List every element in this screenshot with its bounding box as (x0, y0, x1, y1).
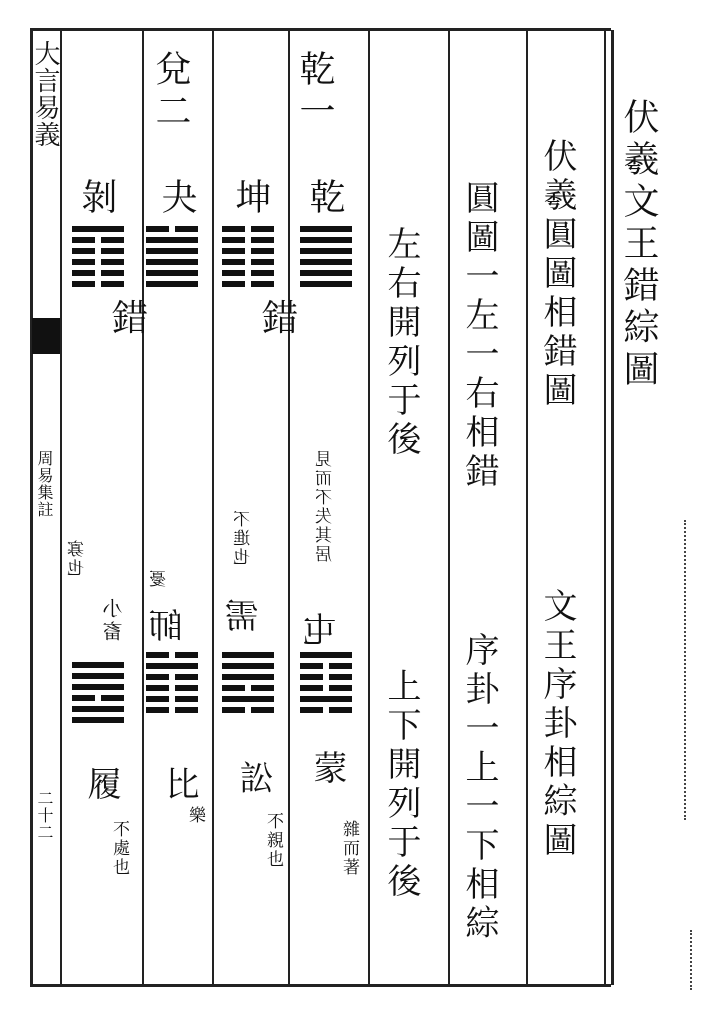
yin-line (72, 281, 124, 287)
yang-line (300, 696, 352, 702)
yin-line (300, 685, 352, 691)
yang-line (300, 270, 352, 276)
yin-line (300, 674, 352, 680)
cuo-label-2: 錯 (112, 298, 149, 339)
note-lv: 不處也 (109, 820, 129, 877)
divider-2 (142, 30, 144, 985)
yang-line (146, 259, 198, 265)
hexagram-guai (146, 226, 198, 292)
yin-line (222, 685, 274, 691)
hexagram-bi (146, 652, 198, 718)
note-meng: 雜而著 (339, 820, 359, 877)
margin-black-block (32, 318, 60, 354)
hexagram-name-kun: 坤 (230, 178, 271, 220)
hexagram-name-guai: 夬 (156, 178, 197, 220)
yang-line (72, 673, 124, 679)
hexagram-name-lv: 履 (81, 766, 121, 805)
divider-4 (288, 30, 290, 985)
hexagram-name-song: 訟 (233, 760, 273, 799)
yin-line (222, 237, 274, 243)
header-dui-er: 兌二 (150, 50, 191, 134)
mirror-name-xiaoxu: 小畜 (102, 598, 126, 644)
hexagram-name-qian: 乾 (304, 178, 345, 220)
binding-trace (684, 520, 686, 820)
yang-line (72, 226, 124, 232)
yin-line (146, 696, 198, 702)
yang-line (146, 281, 198, 287)
yin-line (146, 226, 198, 232)
page-title: 伏羲文王錯綜圖 (618, 98, 659, 392)
cuo-label-1: 錯 (262, 298, 299, 339)
fuxi-note-1: 圓圖一左一右相錯 (459, 180, 499, 492)
yin-line (300, 707, 352, 713)
yin-line (222, 259, 274, 265)
hexagram-kun (222, 226, 274, 292)
yang-line (300, 259, 352, 265)
header-qian-yi: 乾一 (294, 50, 335, 134)
page-number: 二十二 (35, 790, 54, 841)
yang-line (300, 248, 352, 254)
fuxi-note-2: 左右開列于後 (381, 226, 421, 460)
top-border (30, 28, 611, 31)
yin-line (300, 663, 352, 669)
mirror-note-xiaoxu: 寡也 (68, 540, 88, 578)
wenwang-subtitle: 文王序卦相綜圖 (537, 588, 577, 861)
hexagram-qian (300, 226, 352, 292)
yang-line (222, 652, 274, 658)
yin-line (222, 270, 274, 276)
hexagram-name-bi: 比 (159, 766, 199, 805)
note-bi: 樂 (185, 806, 205, 825)
divider-6 (448, 30, 450, 985)
divider-7 (526, 30, 528, 985)
note-song: 不親也 (263, 812, 283, 869)
yang-line (72, 717, 124, 723)
divider-3 (212, 30, 214, 985)
book-title: 周易集註 (35, 450, 54, 518)
yang-line (222, 696, 274, 702)
yang-line (300, 237, 352, 243)
yin-line (146, 685, 198, 691)
yin-line (146, 652, 198, 658)
bottom-border (30, 984, 611, 987)
yin-line (146, 674, 198, 680)
yang-line (300, 226, 352, 232)
mirror-note-tun: 見而不失其居 (316, 450, 336, 564)
yang-line (72, 684, 124, 690)
hexagram-meng (300, 652, 352, 718)
yang-line (72, 706, 124, 712)
wenwang-note-1: 序卦一上一下相綜 (459, 632, 499, 944)
yang-line (222, 663, 274, 669)
yin-line (72, 270, 124, 276)
divider-5 (368, 30, 370, 985)
yin-line (72, 695, 124, 701)
yin-line (72, 259, 124, 265)
mirror-name-xu: 需 (225, 598, 265, 637)
yin-line (146, 707, 198, 713)
yin-line (222, 248, 274, 254)
yang-line (146, 237, 198, 243)
divider-1 (60, 30, 62, 985)
yin-line (222, 226, 274, 232)
mirror-name-tun: 屯 (303, 612, 343, 651)
hexagram-song (222, 652, 274, 718)
mirror-note-xu: 不進也 (234, 510, 254, 567)
binding-trace-2 (690, 930, 692, 990)
yang-line (146, 663, 198, 669)
divider-8 (604, 30, 606, 985)
wenwang-note-2: 上下開列于後 (381, 668, 421, 902)
yin-line (72, 237, 124, 243)
hexagram-name-meng: 蒙 (307, 750, 347, 789)
mirror-name-shi: 師 (149, 608, 189, 647)
yang-line (146, 270, 198, 276)
yang-line (300, 281, 352, 287)
yin-line (222, 707, 274, 713)
yin-line (72, 248, 124, 254)
mirror-note-shi: 憂 (150, 570, 170, 589)
hexagram-lv (72, 662, 124, 728)
hexagram-bo (72, 226, 124, 292)
margin-header: 大言易義 (30, 40, 60, 148)
hexagram-name-bo: 剝 (76, 178, 117, 220)
yin-line (222, 281, 274, 287)
yang-line (72, 662, 124, 668)
fuxi-subtitle: 伏羲圓圖相錯圖 (537, 138, 577, 411)
yang-line (300, 652, 352, 658)
yang-line (146, 248, 198, 254)
yang-line (222, 674, 274, 680)
